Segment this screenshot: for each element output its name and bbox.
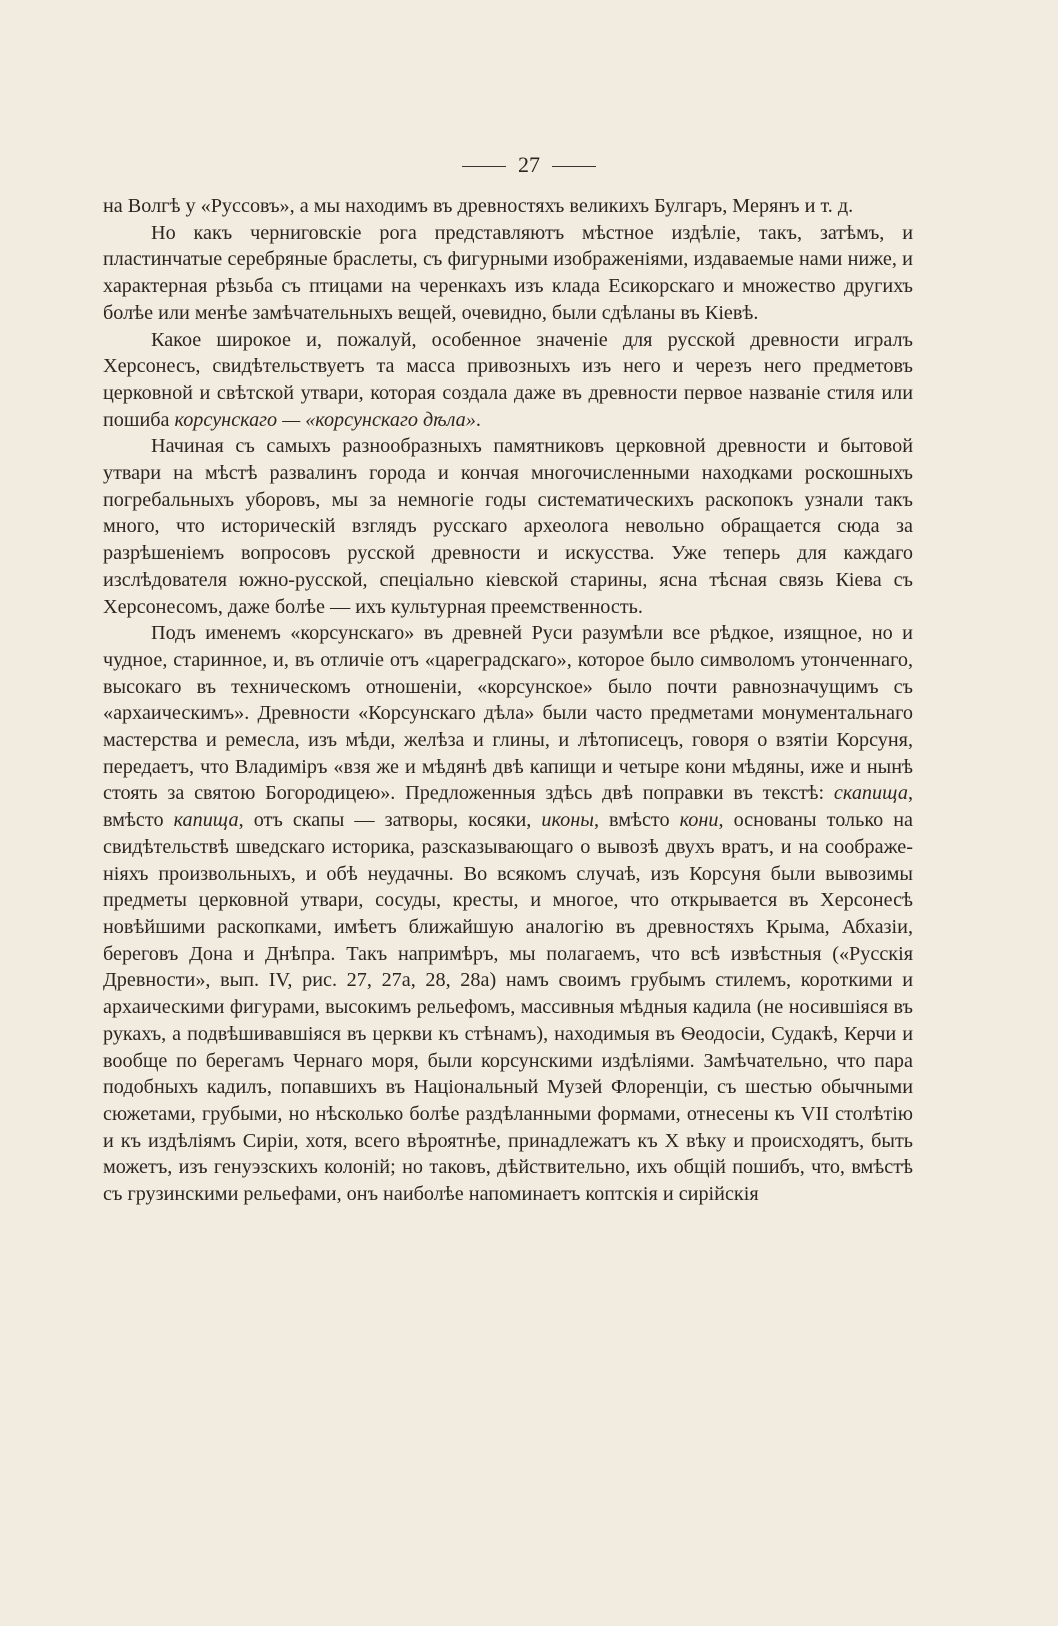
paragraph-1: на Волгѣ у «Руссовъ», а мы находимъ въ древностяхъ великихъ Булгаръ, Мерянъ и т. д.: [103, 195, 854, 217]
paragraph-5-text-3: , отъ скапы — затворы, косяки,: [238, 809, 542, 832]
paragraph-2: Но какъ черниговскіе рога представляютъ мѣстное издѣліе, такъ, затѣмъ, и пластинчатые серебряные браслеты, съ фигурными изображеніями, издаваемые нами ниже, и характерная рѣзьба съ птицами на черенкахъ изъ клада Есикорскаго и множество другихъ болѣе или менѣе замѣчательныхъ вещей, очевидно, были сдѣланы въ Кіевѣ.: [103, 221, 913, 324]
paragraph-5-text-5: , основаны только на свидѣтельствѣ шведскаго историка, разсказывающаго о вывозѣ двухъ вратъ, и на соображеніяхъ произвольныхъ, и обѣ неудачны. Во всякомъ случаѣ, изъ Корсуня были вывозимы предметы церковной утвари, сосуды, кресты, и многое, что открывается въ Херсонесѣ новѣйшими раскопками, имѣетъ ближайшую аналогію въ древностяхъ Крыма, Абхазіи, береговъ Дона и Днѣпра. Такъ напримѣръ, мы полагаемъ, что всѣ извѣстныя («Русскія Древности», вып. IV, рис. 27, 27а, 28, 28а) намъ своимъ грубымъ стилемъ, короткими и архаическими фигурами, высокимъ рельефомъ, массивныя мѣдныя кадила (не носившіяся въ рукахъ, а подвѣшивавшіяся въ церкви къ стѣнамъ), находимыя въ Ѳеодосіи, Судакѣ, Керчи и вообще по берегамъ Чернаго моря, были корсунскими издѣліями. Замѣчательно, что пара подобныхъ кадилъ, попавшихъ въ Національный Музей Флоренціи, съ шестью обычными сюжетами, грубыми, но нѣсколько болѣе раздѣланными формами, отнесены къ VII столѣтію и къ издѣліямъ Сиріи, хотя, всего вѣроятнѣе, принадлежатъ къ X вѣку и происходятъ, быть можетъ, изъ генуэзскихъ колоній; но таковъ, дѣйствительно, ихъ общій пошибъ, что, вмѣстѣ съ грузинскими рельефами, онъ наиболѣе напоминаетъ коптскія и сирійскія: [103, 809, 913, 1206]
paragraph-5-italic-4: кони: [679, 809, 719, 832]
page-number-header: [0, 152, 1058, 178]
paragraph-5-text-4: , вмѣсто: [593, 809, 680, 832]
paragraph-3: [103, 327, 913, 434]
paragraph-3-text: Какое широкое и, пожалуй, особенное значеніе для русской древности игралъ Херсонесъ, свидѣтельствуетъ та масса привозныхъ изъ него и черезъ него предметовъ церковной и свѣтской утвари, которая создала даже въ древности первое названіе стиля или пошиба: [103, 328, 913, 431]
paragraph-5: [103, 620, 913, 1207]
body-text: [103, 193, 913, 1208]
paragraph-4: Начиная съ самыхъ разнообразныхъ памятниковъ церковной древности и бытовой утвари на мѣстѣ развалинъ города и кончая многочисленными находками роскошныхъ погребальныхъ уборовъ, мы за немногіе годы систематическихъ раскопокъ узнали такъ много, что историческій взглядъ русскаго археолога невольно обращается сюда за разрѣшеніемъ вопросовъ русской древности и искусства. Уже теперь для каждаго изслѣдователя южно-русской, спеціально кіевской старины, ясна тѣсная связь Кіева съ Херсонесомъ, даже болѣе — ихъ культурная преемственность.: [103, 435, 913, 618]
paragraph-5-text-2: , вмѣсто: [103, 782, 913, 832]
right-rule: [552, 166, 596, 167]
paragraph-5-italic-3: иконы: [541, 809, 594, 832]
paragraph-3-italic: корсунскаго — «корсунскаго дѣла»: [174, 408, 476, 431]
paragraph-5-text-1: Подъ именемъ «корсунскаго» въ древней Руси разумѣли все рѣдкое, изящное, но и чудное, старинное, и, въ отличіе отъ «цареградскаго», которое было символомъ утонченнаго, высокаго въ техническомъ отношеніи, «корсунское» было почти равнозначущимъ съ «архаическимъ». Древности «Корсунскаго дѣла» были часто предметами монументальнаго мастерства и ремесла, изъ мѣди, желѣза и глины, и лѣтописецъ, говоря о взятіи Корсуня, передаетъ, что Владиміръ «взя же и мѣдянѣ двѣ капищи и четыре кони мѣдяны, иже и нынѣ стоять за святою Богородицею». Предложенныя здѣсь двѣ поправки въ текстѣ:: [103, 622, 913, 805]
paragraph-5-italic-2: капища: [173, 809, 239, 832]
paragraph-3-end: .: [475, 408, 481, 431]
page-number: 27: [518, 152, 540, 177]
left-rule: [462, 166, 506, 167]
paragraph-5-italic-1: скапища: [833, 782, 908, 805]
